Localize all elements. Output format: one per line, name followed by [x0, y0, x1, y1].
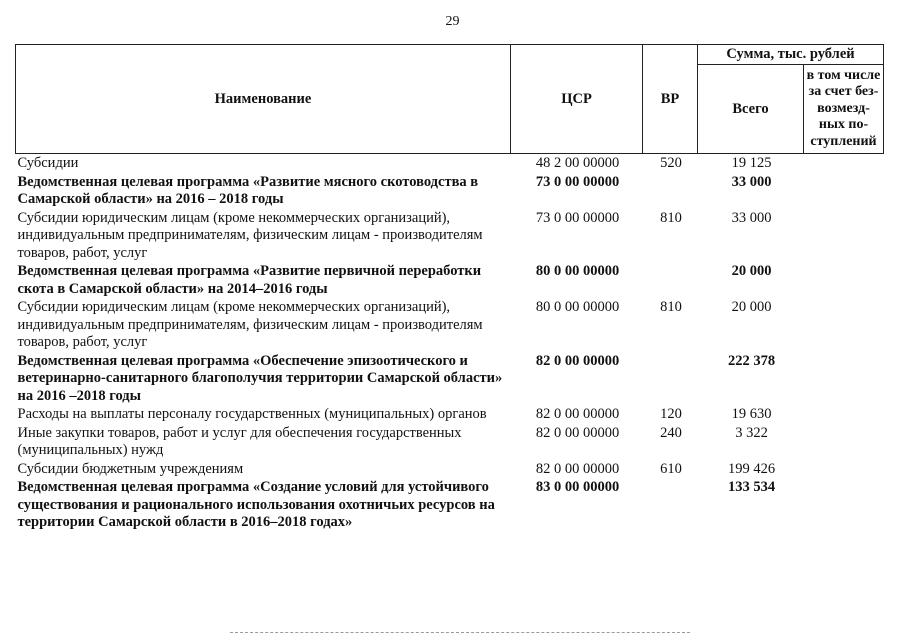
table-row: [16, 425, 884, 461]
row-csr: 80 0 00 00000: [535, 299, 620, 315]
row-csr: 73 0 00 00000: [535, 173, 620, 190]
row-free: [804, 174, 884, 210]
row-vr: [643, 353, 698, 407]
table-row: [16, 174, 884, 210]
footer-divider: [230, 632, 690, 633]
header-vr: ВР: [643, 45, 698, 154]
row-free: [804, 425, 884, 461]
row-free: [804, 479, 884, 533]
row-total: 199 426: [727, 460, 776, 477]
row-total: 19 125: [731, 155, 772, 171]
table-row: [16, 299, 884, 353]
row-name: Ведомственная целевая программа «Обеспечение эпизоотического и ветеринарно-санитарного благополучия территории Самарской области» на 2016 –2018 годы: [17, 352, 503, 404]
header-sum: Сумма, тыс. рублей: [698, 45, 884, 65]
header-total: Всего: [698, 65, 804, 154]
budget-table: [15, 44, 884, 533]
row-free: [804, 263, 884, 299]
row-name: Ведомственная целевая программа «Развитие первичной переработки скота в Самарской области» на 2014–2016 годы: [17, 263, 482, 297]
row-free: [804, 210, 884, 264]
row-free: [804, 299, 884, 353]
header-csr: ЦСР: [511, 45, 643, 154]
row-name: Ведомственная целевая программа «Развитие мясного скотоводства в Самарской области» на 2016 – 2018 годы: [17, 173, 479, 207]
header-free: в том числе за счет без-возмезд-ных по-ступлений: [804, 65, 884, 154]
table-row: [16, 461, 884, 480]
row-vr: [643, 174, 698, 210]
row-name: Ведомственная целевая программа «Создание условий для устойчивого существования и рационального использования охотничьих ресурсов на территории Самарской области в 2016–2018 годах»: [17, 479, 495, 530]
row-csr: 80 0 00 00000: [535, 263, 620, 279]
table-row: [16, 154, 884, 174]
row-vr: 520: [660, 155, 682, 171]
table-row: [16, 263, 884, 299]
row-total: 3 322: [735, 424, 768, 441]
row-name: Субсидии юридическим лицам (кроме некоммерческих организаций), индивидуальным предпринимателям, физическим лицам - производителям товаров, работ, услуг: [17, 209, 483, 261]
row-free: [804, 154, 884, 174]
row-csr: 83 0 00 00000: [535, 479, 620, 495]
row-csr: 82 0 00 00000: [535, 352, 620, 369]
row-total: 222 378: [727, 352, 776, 369]
row-total: 33 000: [731, 173, 772, 190]
row-csr: 73 0 00 00000: [535, 209, 620, 226]
row-name: Субсидии юридическим лицам (кроме некоммерческих организаций), индивидуальным предпринимателям, физическим лицам - производителям товаров, работ, услуг: [17, 299, 483, 350]
row-total: 133 534: [727, 479, 776, 495]
row-free: [804, 461, 884, 480]
row-vr: 610: [660, 460, 682, 477]
row-name: Субсидии бюджетным учреждениям: [17, 460, 244, 477]
row-name: Субсидии: [17, 155, 79, 171]
header-name: Наименование: [16, 45, 511, 154]
row-free: [804, 353, 884, 407]
row-vr: 120: [660, 406, 682, 422]
row-csr: 82 0 00 00000: [535, 424, 620, 441]
row-free: [804, 406, 884, 425]
row-vr: 810: [660, 299, 682, 315]
table-body: [16, 154, 884, 533]
row-csr: 82 0 00 00000: [535, 406, 620, 422]
row-name: Расходы на выплаты персоналу государственных (муниципальных) органов: [17, 406, 487, 422]
table-row: [16, 353, 884, 407]
row-csr: 82 0 00 00000: [535, 460, 620, 477]
row-vr: [643, 479, 698, 533]
page-number: 29: [445, 14, 460, 29]
row-total: 33 000: [731, 209, 772, 226]
row-csr: 48 2 00 00000: [535, 155, 620, 171]
table-header: [16, 45, 884, 154]
row-total: 19 630: [731, 406, 772, 422]
table-row: [16, 406, 884, 425]
table-row: [16, 479, 884, 533]
row-total: 20 000: [731, 299, 772, 315]
row-total: 20 000: [731, 263, 772, 279]
table-row: [16, 210, 884, 264]
row-vr: 240: [660, 424, 682, 441]
row-vr: [643, 263, 698, 299]
row-vr: 810: [660, 209, 682, 226]
row-name: Иные закупки товаров, работ и услуг для обеспечения государственных (муниципальных) нужд: [17, 424, 462, 458]
